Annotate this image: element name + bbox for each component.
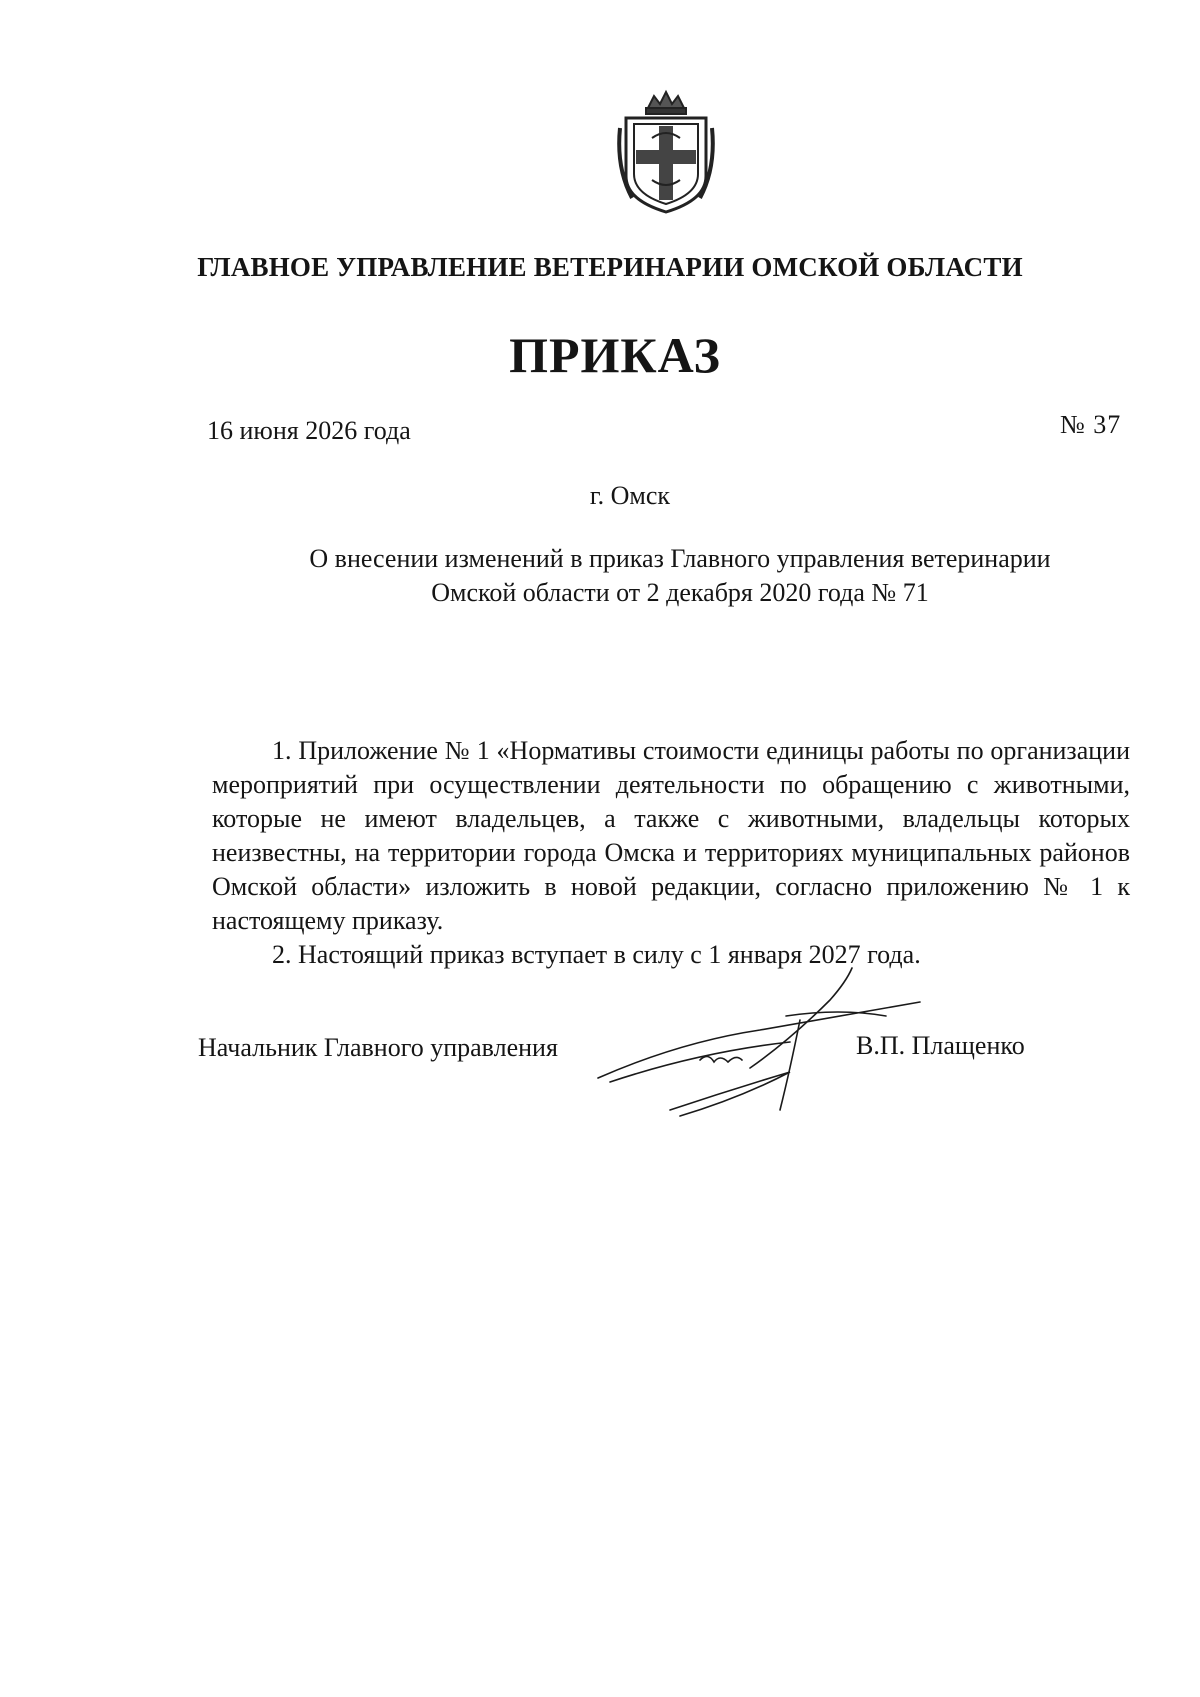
organization-title: ГЛАВНОЕ УПРАВЛЕНИЕ ВЕТЕРИНАРИИ ОМСКОЙ ОБЛАСТИ (197, 252, 1023, 282)
subject-line-1: О внесении изменений в приказ Главного управления ветеринарии (309, 544, 1051, 573)
document-number: № 37 (1060, 410, 1122, 439)
body-item-1: 1. Приложение № 1 «Нормативы стоимости единицы работы по организации мероприятий при осуществлении деятельности по обращению с животными, которые не имеют владельцев, а также с животными, владельцы которых неизвестны, на территории города Омска и территориях муниципальных районов Омской области» изложить в новой редакции, согласно приложению № 1 к настоящему приказу. (212, 736, 1130, 935)
document-date: 16 июня 2026 года (207, 416, 411, 445)
body-item-2: 2. Настоящий приказ вступает в силу с 1 января 2027 года. (272, 940, 921, 969)
document-type-title: ПРИКАЗ (509, 327, 721, 383)
document-city: г. Омск (589, 481, 671, 510)
subject-line-2: Омской области от 2 декабря 2020 года № 71 (431, 578, 929, 607)
signatory-name: В.П. Плащенко (856, 1031, 1025, 1060)
signatory-position: Начальник Главного управления (198, 1033, 558, 1062)
coat-of-arms-icon (612, 88, 720, 216)
document-subject (255, 542, 1105, 610)
document-body (212, 734, 1130, 972)
